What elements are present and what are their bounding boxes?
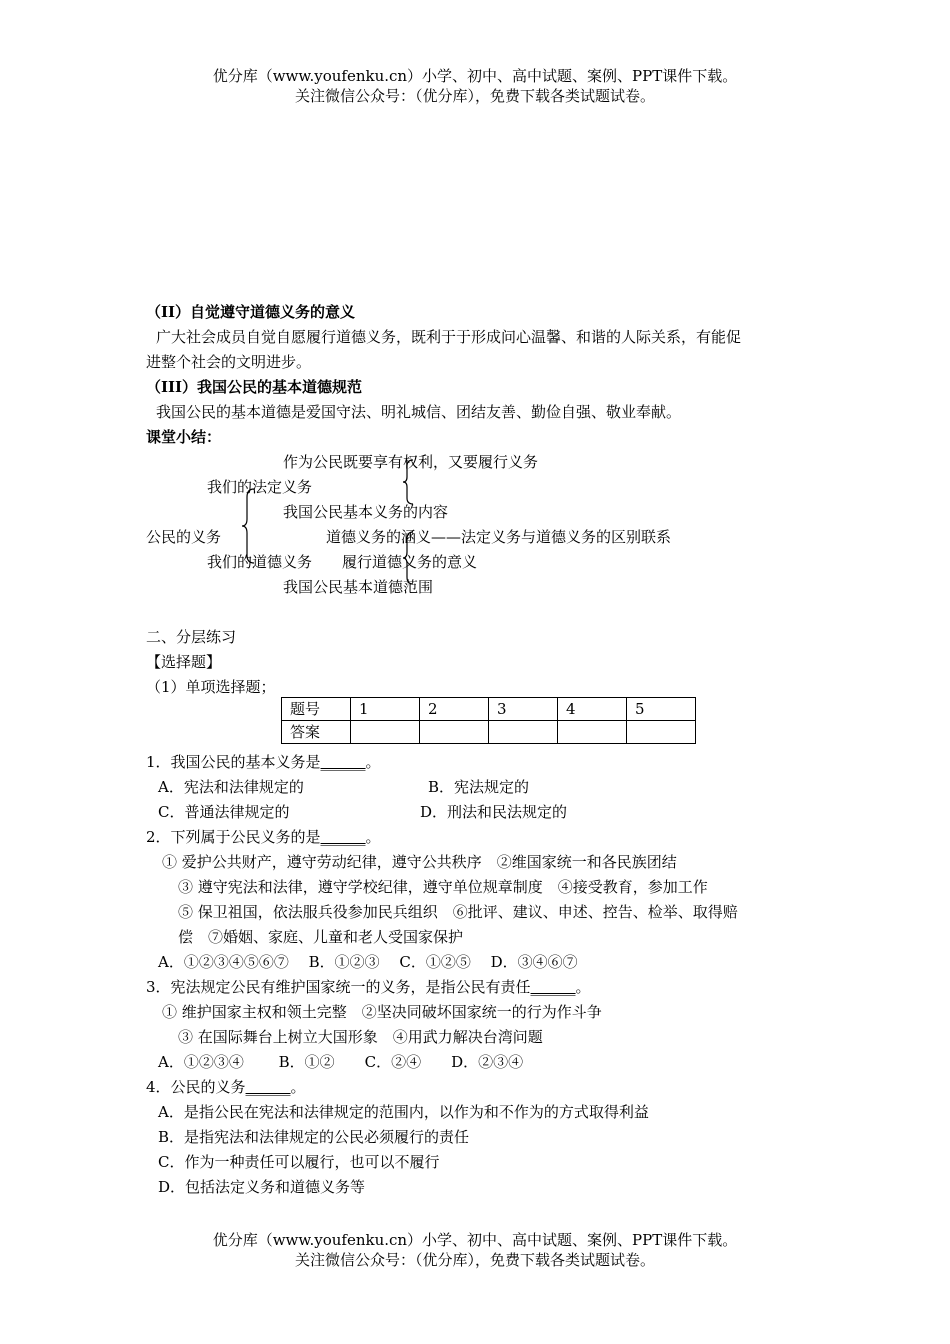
- q4-stem-text: 4．公民的义务: [146, 1078, 246, 1096]
- answer-cell[interactable]: [351, 721, 420, 744]
- q2-stem: [146, 827, 381, 847]
- table-cell: 4: [558, 698, 627, 721]
- moral-brace-icon: [402, 530, 416, 586]
- section-ii-para-2: 进整个社会的文明进步。: [146, 353, 312, 371]
- table-cell: 3: [489, 698, 558, 721]
- q3-stem-end: 。: [575, 978, 591, 996]
- table-row: [282, 721, 696, 744]
- footer-line-1: 优分库（www.youfenku.cn）小学、初中、高中试题、案例、PPT课件下载。: [212, 1231, 738, 1249]
- table-cell: 题号: [282, 698, 351, 721]
- practice-subtitle: 【选择题】: [146, 653, 222, 671]
- answer-cell[interactable]: [558, 721, 627, 744]
- table-cell: 答案: [282, 721, 351, 744]
- summary-moral-item-2: 履行道德义务的意义: [342, 553, 478, 571]
- section-ii-title: （II）自觉遵守道德义务的意义: [146, 303, 356, 321]
- q4-option-b: B．是指宪法和法律规定的公民必须履行的责任: [158, 1128, 470, 1146]
- section-iii-para: 我国公民的基本道德是爱国守法、明礼城信、团结友善、勤俭自强、敬业奉献。: [156, 403, 682, 421]
- q4-option-c: C．作为一种责任可以履行，也可以不履行: [158, 1153, 440, 1171]
- q1-blank: ______: [320, 753, 366, 771]
- q2-stem-text: 2．下列属于公民义务的是: [146, 828, 321, 846]
- table-cell: 2: [420, 698, 489, 721]
- summary-moral: 我们的道德义务: [207, 553, 313, 571]
- summary-moral-item-1: 道德义务的涵义——法定义务与道德义务的区别联系: [326, 528, 672, 546]
- legal-brace-icon: [402, 458, 416, 506]
- q3-line-2: ③ 在国际舞台上树立大国形象 ④用武力解决台湾问题: [178, 1028, 543, 1046]
- q2-line-4: 偿 ⑦婚姻、家庭、儿童和老人受国家保护: [178, 928, 464, 946]
- q4-option-d: D．包括法定义务和道德义务等: [158, 1178, 366, 1196]
- q2-options: A．①②③④⑤⑥⑦ B．①②③ C．①②⑤ D．③④⑥⑦: [158, 953, 578, 971]
- summary-moral-item-3: 我国公民基本道德范围: [283, 578, 434, 596]
- q3-line-1: ① 维护国家主权和领土完整 ②坚决同破坏国家统一的行为作斗争: [162, 1003, 602, 1021]
- header-line-1: 优分库（www.youfenku.cn）小学、初中、高中试题、案例、PPT课件下载。: [212, 67, 738, 85]
- q2-blank: ______: [320, 828, 366, 846]
- answer-cell[interactable]: [489, 721, 558, 744]
- q1-stem-text: 1．我国公民的基本义务是: [146, 753, 321, 771]
- summary-legal-item-2: 我国公民基本义务的内容: [283, 503, 449, 521]
- q2-line-3: ⑤ 保卫祖国，依法服兵役参加民兵组织 ⑥批评、建议、申述、控告、检举、取得赔: [178, 903, 738, 921]
- answer-table: [281, 697, 696, 744]
- q2-stem-end: 。: [365, 828, 381, 846]
- answer-cell[interactable]: [420, 721, 489, 744]
- q2-line-2: ③ 遵守宪法和法律，遵守学校纪律，遵守单位规章制度 ④接受教育，参加工作: [178, 878, 708, 896]
- q3-blank: ______: [530, 978, 576, 996]
- q4-option-a: A．是指公民在宪法和法律规定的范围内，以作为和不作为的方式取得利益: [158, 1103, 649, 1121]
- q1-stem: [146, 752, 381, 772]
- summary-root: 公民的义务: [146, 528, 222, 546]
- q1-option-a: A．宪法和法律规定的: [158, 778, 304, 796]
- q3-stem-text: 3．宪法规定公民有维护国家统一的义务，是指公民有责任: [146, 978, 531, 996]
- q4-blank: ______: [245, 1078, 291, 1096]
- q4-stem-end: 。: [290, 1078, 306, 1096]
- summary-legal-item-1: 作为公民既要享有权利，又要履行义务: [283, 453, 539, 471]
- main-brace-icon: [240, 487, 258, 565]
- q2-line-1: ① 爱护公共财产，遵守劳动纪律，遵守公共秩序 ②维国家统一和各民族团结: [162, 853, 677, 871]
- footer-line-2: 关注微信公众号：（优分库），免费下载各类试题试卷。: [294, 1251, 655, 1269]
- summary-legal: 我们的法定义务: [207, 478, 313, 496]
- q3-options: A．①②③④ B．①② C．②④ D．②③④: [158, 1053, 524, 1071]
- q3-stem: [146, 977, 591, 997]
- q1-option-d: D．刑法和民法规定的: [420, 803, 568, 821]
- header-line-2: 关注微信公众号：（优分库），免费下载各类试题试卷。: [294, 87, 655, 105]
- q1-stem-end: 。: [365, 753, 381, 771]
- q1-option-b: B．宪法规定的: [428, 778, 530, 796]
- table-cell: 1: [351, 698, 420, 721]
- q4-stem: [146, 1077, 306, 1097]
- table-cell: 5: [627, 698, 696, 721]
- single-choice-label: （1）单项选择题；: [146, 678, 276, 696]
- table-row: [282, 698, 696, 721]
- summary-label: 课堂小结：: [146, 428, 222, 446]
- answer-cell[interactable]: [627, 721, 696, 744]
- section-ii-para-1: 广大社会成员自觉自愿履行道德义务，既利于于形成问心温馨、和谐的人际关系，有能促: [156, 328, 742, 346]
- q1-option-c: C．普通法律规定的: [158, 803, 290, 821]
- section-iii-title: （III）我国公民的基本道德规范: [146, 378, 363, 396]
- practice-title: 二、分层练习: [146, 628, 237, 646]
